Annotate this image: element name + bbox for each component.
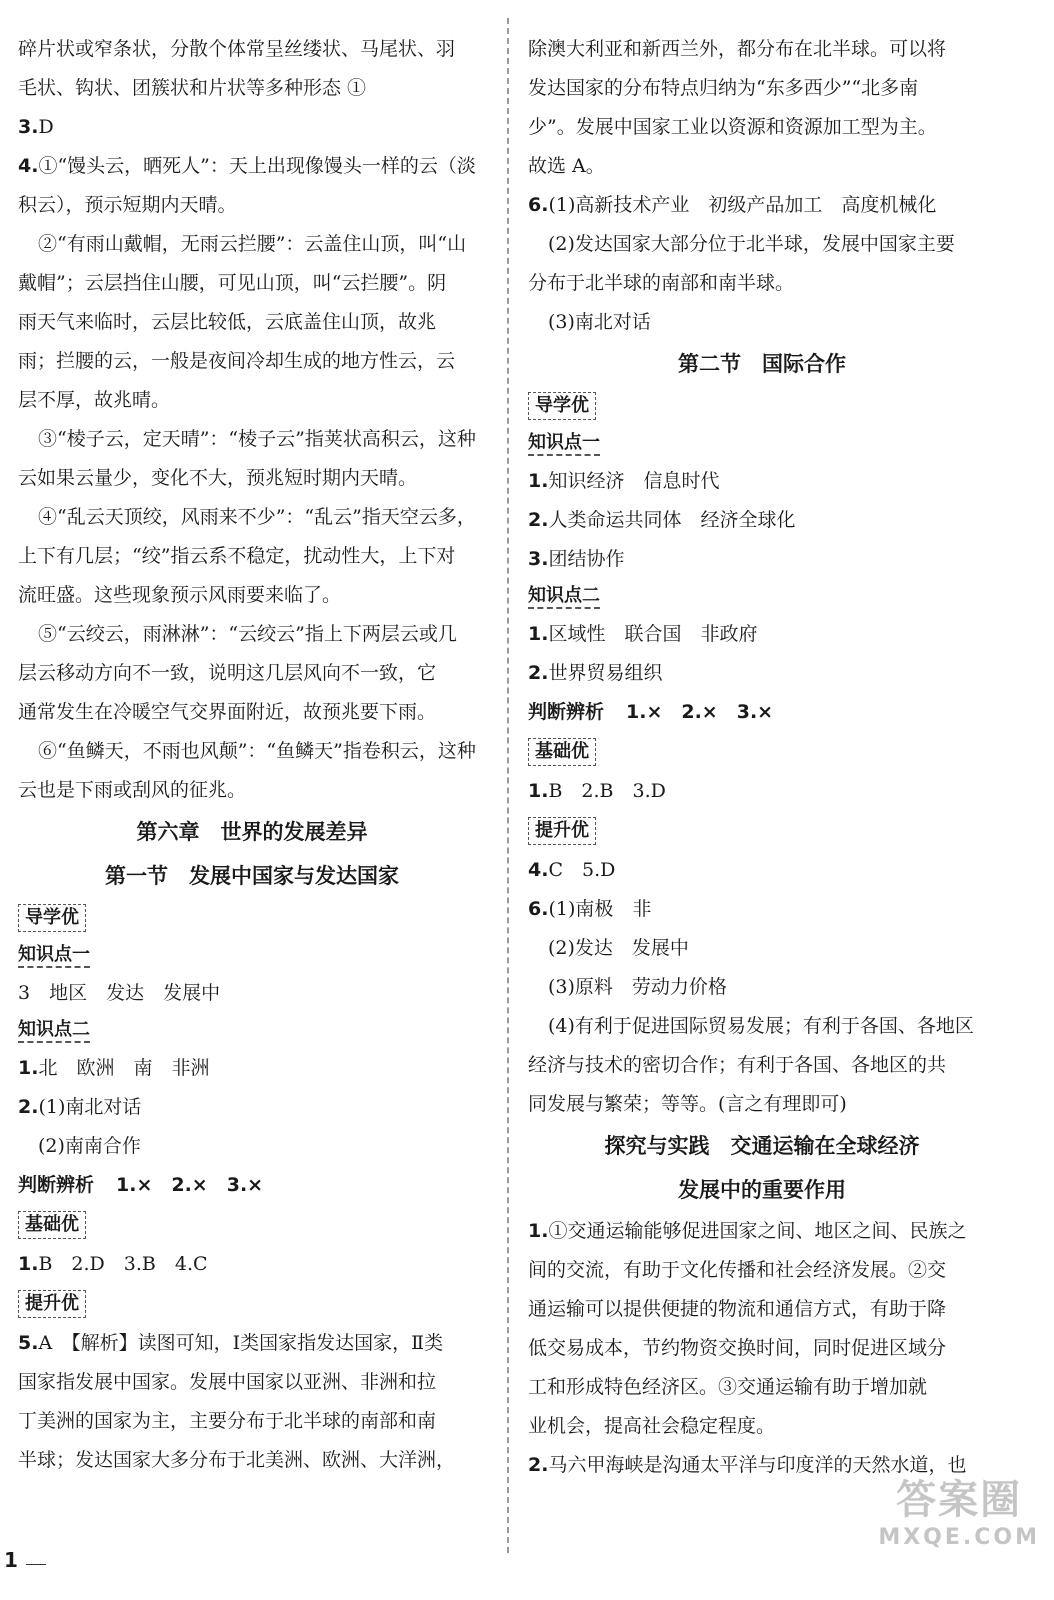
section-tag: 导学优 [18,904,86,932]
section-heading: 第二节 国际合作 [678,352,846,376]
column-divider [507,18,509,1553]
text-line: 3 地区 发达 发展中 [18,982,221,1004]
knowledge-point-heading [528,426,996,462]
answer-item [528,540,996,579]
text-line: 半球；发达国家大多分布于北美洲、欧洲、大洋洲， [18,1449,456,1471]
item-number: 4. [528,859,549,881]
section-tag: 基础优 [528,738,596,766]
indented-text-line: (4)有利于促进国际贸易发展；有利于各国、各地区 [548,1015,974,1037]
text-line: 云如果云量少，变化不大，预兆短时期内天晴。 [18,467,418,489]
watermark-url: MXQE.COM [878,1525,1040,1550]
text-line: 除澳大利亚和新西兰外，都分布在北半球。可以将 [528,38,947,60]
text-line: 毛状、钩状、团簇状和片状等多种形态 ① [18,77,367,99]
item-text: B 2.B 3.D [548,780,666,802]
text-line: 雨；拦腰的云，一般是夜间冷却生成的地方性云，云 [18,350,456,372]
item-number: 3. [528,548,549,570]
item-text: B 2.D 3.B 4.C [38,1253,208,1275]
judgement-answers [528,693,996,732]
text-line: 故选 A。 [528,155,605,177]
item-number: 2. [528,662,549,684]
item-text: (1)南北对话 [38,1096,142,1118]
answer-item [18,147,486,186]
indented-text-line: ④“乱云天顶绞，风雨来不少”：“乱云”指天空云多， [38,506,476,528]
item-number: 5. [18,1332,39,1354]
answer-item [18,1049,486,1088]
item-text: A 【解析】读图可知，Ⅰ类国家指发达国家，Ⅱ类 [38,1332,444,1354]
text-line: 碎片状或窄条状，分散个体常呈丝缕状、马尾状、羽 [18,38,456,60]
text-line: 雨天气来临时，云层比较低，云底盖住山顶，故兆 [18,311,437,333]
text-line: 上下有几层；“绞”指云系不稳定，扰动性大，上下对 [18,545,456,567]
item-text: C 5.D [548,859,616,881]
item-text: (1)高新技术产业 初级产品加工 高度机械化 [548,194,937,216]
answer-item [528,851,996,890]
text-line: 云也是下雨或刮风的征兆。 [18,779,247,801]
knowledge-point-label: 知识点一 [528,432,600,456]
text-line: 间的交流，有助于文化传播和社会经济发展。②交 [528,1259,947,1281]
section-tag: 提升优 [528,817,596,845]
text-line: 丁美洲的国家为主，主要分布于北半球的南部和南 [18,1410,437,1432]
text-line: 经济与技术的密切合作；有利于各国、各地区的共 [528,1054,947,1076]
item-text: 人类命运共同体 经济全球化 [548,509,796,531]
text-line: 层云移动方向不一致，说明这几层风向不一致，它 [18,662,437,684]
item-number: 1. [528,780,549,802]
judgement-values: 1.× 2.× 3.× [116,1174,264,1196]
text-line: 业机会，提高社会稳定程度。 [528,1415,776,1437]
text-line: 发达国家的分布特点归纳为“东多西少”“北多南 [528,77,919,99]
text-line: 流旺盛。这些现象预示风雨要来临了。 [18,584,342,606]
section-heading: 探究与实践 交通运输在全球经济 [604,1134,920,1158]
text-line: 通常发生在冷暖空气交界面附近，故预兆要下雨。 [18,701,437,723]
section-heading: 第一节 发展中国家与发达国家 [105,864,399,888]
item-number: 4. [18,155,39,177]
section-tag-row [18,1284,486,1324]
judgement-answers [18,1166,486,1205]
judgement-values: 1.× 2.× 3.× [626,701,774,723]
text-line: 国家指发展中国家。发展中国家以亚洲、非洲和拉 [18,1371,437,1393]
knowledge-point-label: 知识点一 [18,944,90,968]
indented-text-line: (3)南北对话 [548,311,651,333]
answer-item [528,186,996,225]
item-number: 6. [528,898,549,920]
answer-item [528,462,996,501]
watermark [878,1468,1040,1550]
knowledge-point-heading [528,579,996,615]
section-tag: 导学优 [528,392,596,420]
section-tag-row [18,1205,486,1245]
answer-item [528,890,996,929]
answer-item [528,654,996,693]
watermark-logo-text: 答案圈 [896,1477,1023,1523]
answer-item [18,1088,486,1127]
answer-item [18,1245,486,1284]
indented-text-line: (2)南南合作 [38,1135,141,1157]
section-tag-row [528,811,996,851]
page-number-rule [26,1564,46,1565]
item-number: 2. [18,1096,39,1118]
indented-text-line: (2)发达 发展中 [548,937,689,959]
answer-item [528,615,996,654]
section-tag: 基础优 [18,1211,86,1239]
item-number: 1. [528,470,549,492]
judgement-label: 判断辨析 [18,1174,95,1196]
item-text: 马六甲海峡是沟通太平洋与印度洋的天然水道，也 [548,1454,967,1476]
answer-item [528,772,996,811]
item-text: 团结协作 [548,548,625,570]
item-number: 1. [18,1057,39,1079]
item-number: 2. [528,509,549,531]
knowledge-point-label: 知识点二 [528,585,600,609]
item-number: 1. [18,1253,39,1275]
item-text: 知识经济 信息时代 [548,470,720,492]
indented-text-line: ⑤“云绞云，雨淋淋”：“云绞云”指上下两层云或几 [38,623,457,645]
indented-text-line: ②“有雨山戴帽，无雨云拦腰”：云盖住山顶，叫“山 [38,233,467,255]
text-line: 工和形成特色经济区。③交通运输有助于增加就 [528,1376,928,1398]
item-number: 3. [18,116,39,138]
item-text: ①“馒头云，晒死人”：天上出现像馒头一样的云（淡 [38,155,476,177]
text-line: 低交易成本，节约物资交换时间，同时促进区域分 [528,1337,947,1359]
indented-text-line: ③“棱子云，定天晴”：“棱子云”指荚状高积云，这种 [38,428,476,450]
item-text: 北 欧洲 南 非洲 [38,1057,210,1079]
item-text: ①交通运输能够促进国家之间、地区之间、民族之 [548,1220,967,1242]
indented-text-line: ⑥“鱼鳞天，不雨也风颠”：“鱼鳞天”指卷积云，这种 [38,740,476,762]
knowledge-point-label: 知识点二 [18,1019,90,1043]
left-column [18,30,486,1480]
judgement-label: 判断辨析 [528,701,605,723]
item-text: (1)南极 非 [548,898,652,920]
text-line: 分布于北半球的南部和南半球。 [528,272,795,294]
item-number: 1. [528,1220,549,1242]
section-tag: 提升优 [18,1290,86,1318]
section-heading: 发展中的重要作用 [678,1178,846,1202]
item-number: 6. [528,194,549,216]
indented-text-line: (3)原料 劳动力价格 [548,976,727,998]
answer-item [528,1212,996,1251]
knowledge-point-heading [18,1013,486,1049]
item-number: 1. [528,623,549,645]
text-line: 积云），预示短期内天晴。 [18,194,237,216]
page-number: 1 [4,1548,18,1572]
text-line: 同发展与繁荣；等等。(言之有理即可) [528,1093,847,1115]
text-line: 通运输可以提供便捷的物流和通信方式，有助于降 [528,1298,947,1320]
text-line: 层不厚，故兆晴。 [18,389,171,411]
text-line: 戴帽”；云层挡住山腰，可见山顶，叫“云拦腰”。阴 [18,272,447,294]
answer-item [18,108,486,147]
right-column [528,30,996,1485]
section-heading: 第六章 世界的发展差异 [136,820,368,844]
section-tag-row [528,732,996,772]
text-line: 少”。发展中国家工业以资源和资源加工型为主。 [528,116,937,138]
section-tag-row [528,386,996,426]
section-tag-row [18,898,486,938]
answer-item [528,501,996,540]
indented-text-line: (2)发达国家大部分位于北半球，发展中国家主要 [548,233,955,255]
item-text: D [38,116,54,138]
item-number: 2. [528,1454,549,1476]
item-text: 世界贸易组织 [548,662,663,684]
item-text: 区域性 联合国 非政府 [548,623,758,645]
answer-item [18,1324,486,1363]
knowledge-point-heading [18,938,486,974]
